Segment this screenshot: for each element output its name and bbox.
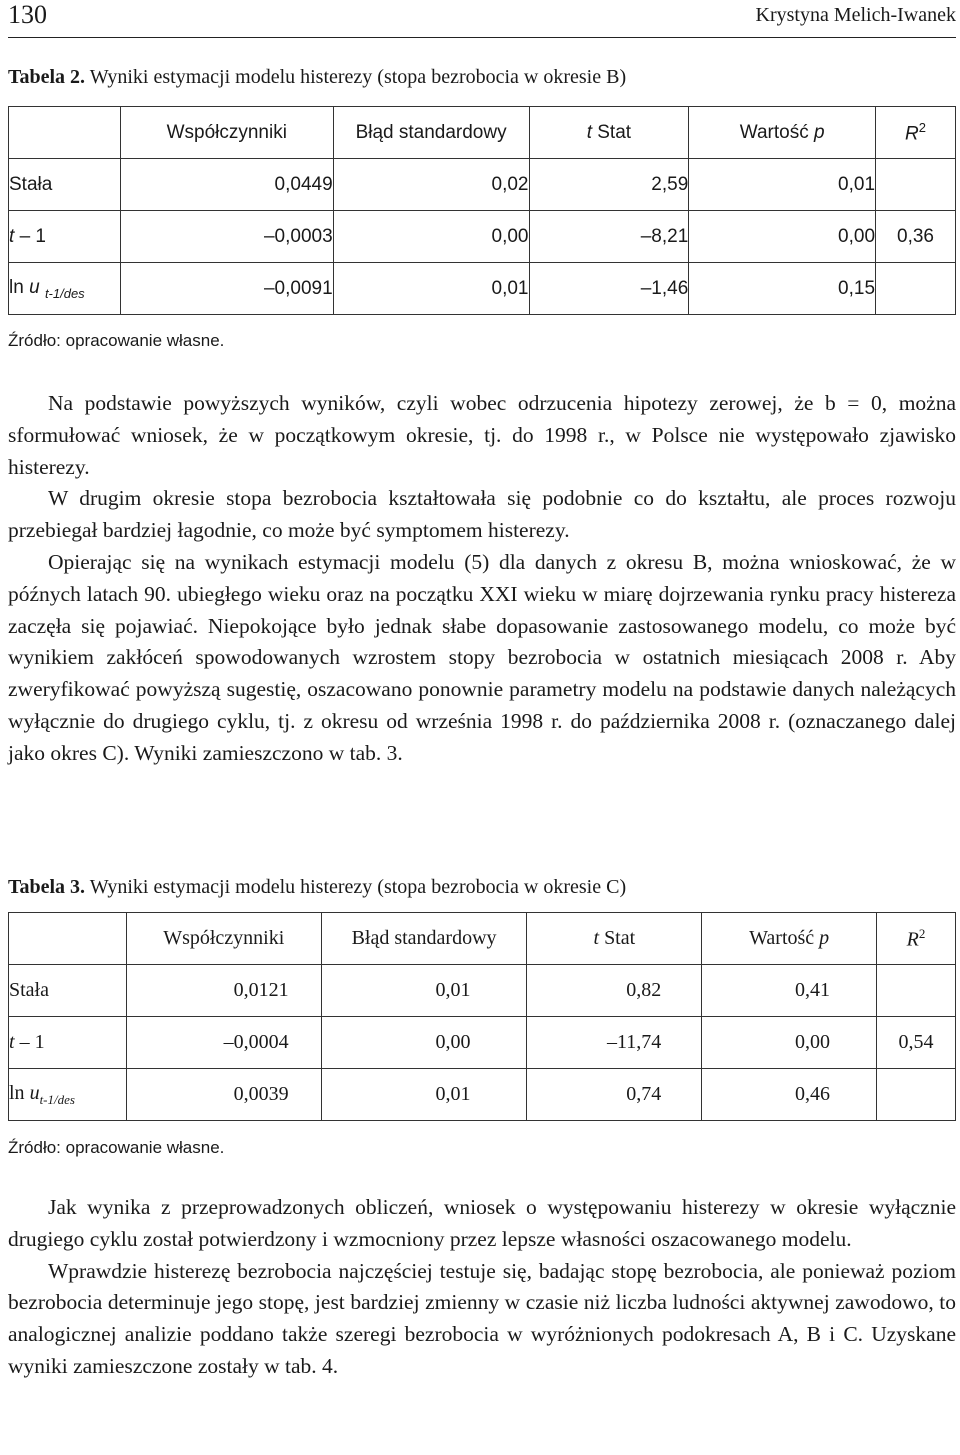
lag-text: – 1 (19, 1031, 45, 1053)
table2-caption (8, 64, 626, 90)
t-symbol: t (9, 1031, 15, 1053)
r-symbol: R (905, 123, 919, 145)
u-symbol: u (29, 276, 40, 298)
cell-tstat: –1,46 (529, 263, 689, 315)
table-row (9, 263, 956, 315)
u-symbol: u (29, 1081, 40, 1104)
table3-caption-label: Tabela 3. (8, 876, 86, 898)
page-number: 130 (8, 0, 47, 29)
table3-corner-cell (9, 913, 127, 965)
body-text-1 (8, 388, 956, 770)
table3-caption (8, 874, 626, 900)
cell-se: 0,00 (321, 1017, 527, 1069)
cell-r2: 0,36 (876, 211, 956, 263)
table3-col-se: Błąd standardowy (321, 913, 527, 965)
cell-pval: 0,46 (702, 1069, 877, 1121)
table3-caption-text: Wyniki estymacji modelu histerezy (stopa bezrobocia w okresie C) (89, 876, 627, 898)
cell-se: 0,01 (321, 965, 527, 1017)
cell-se: 0,02 (333, 159, 529, 211)
cell-se: 0,01 (333, 263, 529, 315)
r-superscript: 2 (918, 925, 926, 941)
cell-pval: 0,41 (702, 965, 877, 1017)
row-label: Stała (9, 159, 121, 211)
row-label (9, 1069, 127, 1121)
cell-se: 0,00 (333, 211, 529, 263)
row-label (9, 1017, 127, 1069)
row-label: Stała (9, 965, 127, 1017)
table2-corner-cell (9, 107, 121, 159)
paragraph: W drugim okresie stopa bezrobocia kształtowała się podobnie co do kształtu, ale proces rozwoju przebiegał bardziej łagodnie, co może być symptomem histerezy. (8, 486, 956, 543)
u-subscript: t-1/des (39, 1091, 75, 1107)
cell-coef: –0,0003 (120, 211, 333, 263)
ln-text: ln (9, 276, 24, 298)
cell-coef: 0,0039 (126, 1069, 321, 1121)
table-row (9, 1069, 956, 1121)
stat-label: Stat (597, 121, 632, 143)
paragraph: Jak wynika z przeprowadzonych obliczeń, wniosek o występowaniu histerezy w okresie wyłącznie drugiego cyklu został potwierdzony i wzmocniony przez lepsze własności oszacowanego modelu. (8, 1195, 956, 1251)
cell-tstat: 0,82 (527, 965, 702, 1017)
table-row (9, 211, 956, 263)
body-text-2 (8, 1192, 956, 1383)
table2-source: Źródło: opracowanie własne. (8, 331, 225, 350)
cell-coef: –0,0091 (120, 263, 333, 315)
cell-pval: 0,00 (689, 211, 876, 263)
t-symbol: t (586, 121, 592, 143)
lag-text: – 1 (19, 225, 46, 247)
paragraph: Na podstawie powyższych wyników, czyli wobec odrzucenia hipotezy zerowej, że b = 0, można sformułować wniosek, że w początkowym okresie, tj. do 1998 r., w Polsce nie występowało zjawisko histerezy. (8, 391, 956, 479)
table2 (8, 106, 956, 315)
table2-col-tstat (529, 107, 689, 159)
cell-coef: 0,0121 (126, 965, 321, 1017)
cell-coef: –0,0004 (126, 1017, 321, 1069)
cell-coef: 0,0449 (120, 159, 333, 211)
u-subscript: t-1/des (44, 285, 85, 301)
value-label: Wartość (749, 927, 815, 949)
cell-pval: 0,00 (702, 1017, 877, 1069)
cell-r2 (876, 263, 956, 315)
table3-col-pval (702, 913, 877, 965)
stat-label: Stat (604, 927, 636, 949)
p-symbol: p (819, 927, 830, 949)
cell-pval: 0,15 (689, 263, 876, 315)
table2-col-se: Błąd standardowy (333, 107, 529, 159)
table2-col-pval (689, 107, 876, 159)
t-symbol: t (9, 225, 15, 247)
table2-col-r2 (876, 107, 956, 159)
r-symbol: R (906, 928, 919, 951)
table2-col-coef: Współczynniki (120, 107, 333, 159)
table-row (9, 159, 956, 211)
table2-caption-label: Tabela 2. (8, 66, 86, 88)
table3-header-row (9, 913, 956, 965)
cell-r2 (877, 1069, 956, 1121)
table3 (8, 912, 956, 1121)
paragraph: Wprawdzie histerezę bezrobocia najczęściej testuje się, badając stopę bezrobocia, ale ponieważ poziom bezrobocia determinuje jego stopę, jest bardziej zmienny w czasie niż liczba ludności aktywnej zawodowo, to analogicznej analizie poddano także szeregi bezrobocia w wyróżnionych podokresach A, B i C. Uzyskane wyniki zamieszczone zostały w tab. 4. (8, 1258, 956, 1378)
table3-source: Źródło: opracowanie własne. (8, 1138, 225, 1157)
ln-text: ln (9, 1081, 25, 1104)
cell-tstat: 0,74 (527, 1069, 702, 1121)
cell-se: 0,01 (321, 1069, 527, 1121)
cell-pval: 0,01 (689, 159, 876, 211)
cell-r2: 0,54 (877, 1017, 956, 1069)
table3-col-coef: Współczynniki (126, 913, 321, 965)
row-label (9, 263, 121, 315)
table3-col-tstat (527, 913, 702, 965)
table2-caption-text: Wyniki estymacji modelu histerezy (stopa bezrobocia w okresie B) (89, 66, 627, 88)
cell-tstat: 2,59 (529, 159, 689, 211)
cell-r2 (877, 965, 956, 1017)
r-superscript: 2 (918, 119, 926, 135)
cell-r2 (876, 159, 956, 211)
row-label (9, 211, 121, 263)
cell-tstat: –8,21 (529, 211, 689, 263)
table3-col-r2 (877, 913, 956, 965)
page-header (8, 0, 956, 38)
running-head-author: Krystyna Melich-Iwanek (755, 4, 956, 26)
table2-header-row (9, 107, 956, 159)
cell-tstat: –11,74 (527, 1017, 702, 1069)
paragraph: Opierając się na wynikach estymacji modelu (5) dla danych z okresu B, można wnioskować, że w późnych latach 90. ubiegłego wieku oraz na początku XXI wieku w miarę dojrzewania rynku pracy histereza zaczęła się pojawiać. Niepokojące było jednak słabe dopasowanie zastosowanego modelu, co może być wynikiem zakłóceń spowodowanych wzrostem stopy bezrobocia w ostatnich miesiącach 2008 r. Aby zweryfikować powyższą sugestię, oszacowano ponownie parametry modelu na podstawie danych należących wyłącznie do drugiego cyklu, tj. z okresu od września 1998 r. do października 2008 r. (oznaczanego dalej jako okres C). Wyniki zamieszczono w tab. 3. (8, 549, 956, 765)
table-row (9, 965, 956, 1017)
value-label: Wartość (739, 121, 809, 143)
t-symbol: t (593, 927, 600, 949)
table-row (9, 1017, 956, 1069)
p-symbol: p (813, 121, 825, 143)
